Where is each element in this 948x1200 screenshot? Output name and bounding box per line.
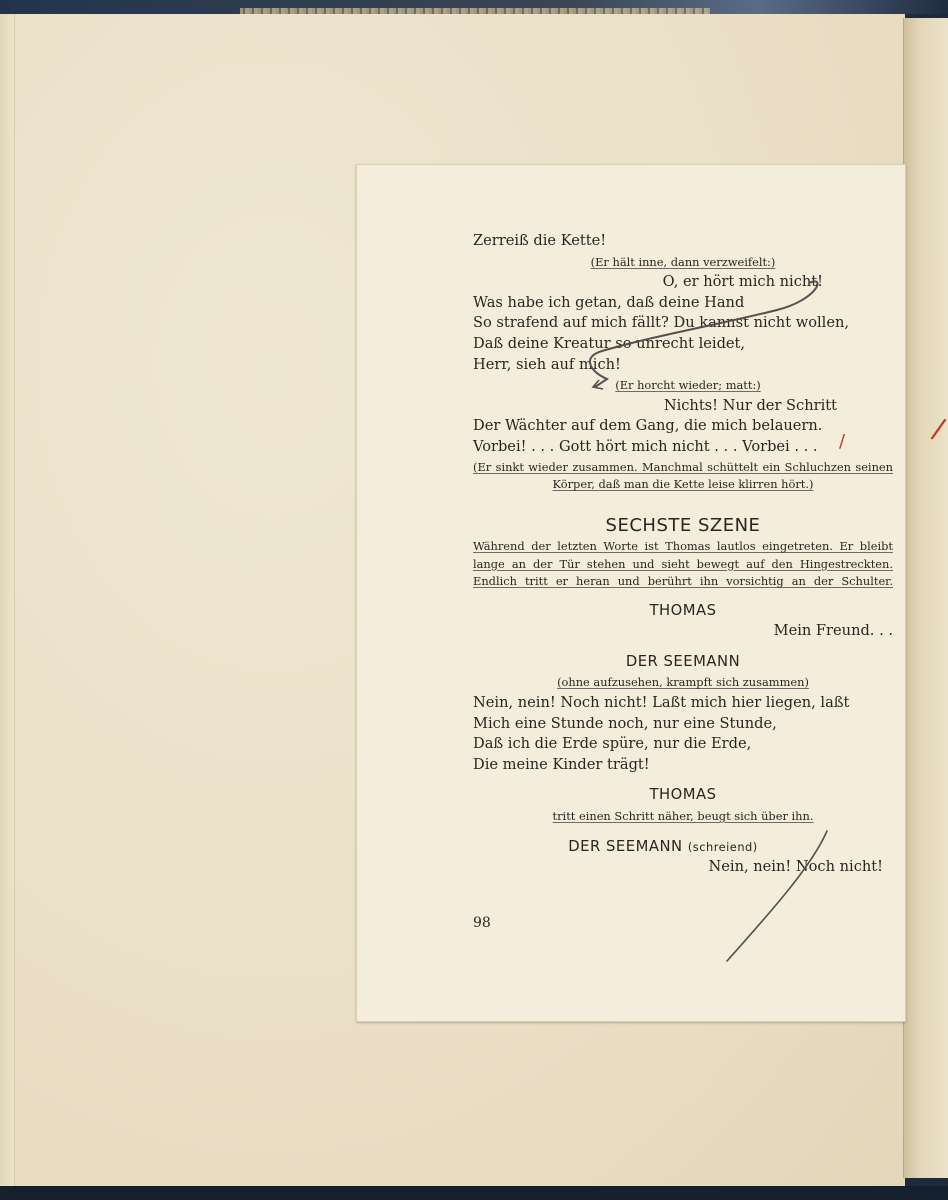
verse-line: Mein Freund. . . — [773, 622, 893, 640]
scene-title: SECHSTE SZENE — [605, 514, 761, 536]
stage-direction: (Er horcht wieder; matt:) — [615, 378, 761, 393]
verse-line: Daß ich die Erde spüre, nur die Erde, — [473, 735, 752, 753]
verse-line: Zerreiß die Kette! — [473, 232, 607, 249]
stage-direction-block — [473, 459, 893, 494]
verse-text — [473, 231, 893, 878]
top-binding-strip — [0, 0, 948, 14]
verse-line: O, er hört mich nicht! — [662, 273, 823, 291]
inline-red-mark: / — [839, 431, 846, 452]
page-number: 98 — [473, 915, 491, 931]
verse-line: Herr, sieh auf mich! — [473, 355, 621, 373]
verse-line: Was habe ich getan, daß deine Hand — [473, 293, 745, 311]
stage-direction: (Er hält inne, dann verzweifelt:) — [590, 254, 776, 269]
verse-line: Nichts! Nur der Schritt — [663, 396, 837, 414]
verse-line: Mich eine Stunde noch, nur eine Stunde, — [473, 714, 777, 732]
stage-direction-line: Während der letzten Worte ist Thomas lautlos eingetreten. Er bleibt — [473, 539, 893, 554]
stage-direction: tritt einen Schritt näher, beugt sich über ihn. — [552, 808, 814, 823]
speaker-name: THOMAS — [649, 786, 717, 804]
speaker-name: DER SEEMANN — [568, 837, 683, 855]
speaker-line — [473, 837, 893, 858]
verse-line: Der Wächter auf dem Gang, die mich belauern. — [473, 417, 823, 435]
verse-line: Nein, nein! Noch nicht! Laßt mich hier liegen, laßt — [473, 694, 850, 711]
margin-red-mark: / — [929, 411, 948, 446]
verse-line: Nein, nein! Noch nicht! — [708, 858, 883, 876]
verse-line: Daß deine Kreatur so unrecht leidet, — [473, 334, 746, 352]
stage-direction: (schreiend) — [687, 839, 758, 854]
verse-line: Die meine Kinder trägt! — [473, 755, 650, 773]
adjacent-page-edge — [903, 18, 948, 1178]
stage-direction-line: Endlich tritt er heran und berührt ihn vorsichtig an der Schulter. — [473, 574, 893, 589]
stage-direction: (ohne aufzusehen, krampft sich zusammen) — [557, 675, 809, 690]
album-page-edge — [0, 14, 15, 1186]
stage-direction-line: lange an der Tür stehen und sieht bewegt auf den Hingestreckten. — [473, 556, 893, 571]
verse-line: Vorbei! . . . Gott hört mich nicht . . . Vorbei . . . — [473, 437, 818, 455]
speaker-name: DER SEEMANN — [625, 652, 741, 670]
verse-line: So strafend auf mich fällt? Du kannst nicht wollen, — [473, 314, 849, 332]
bottom-background — [0, 1186, 948, 1200]
pasted-proof-sheet — [356, 164, 906, 1022]
stage-direction-line: (Er sinkt wieder zusammen. Manchmal schüttelt ein Schluchzen seinen — [473, 459, 893, 474]
speaker-name: THOMAS — [649, 601, 717, 619]
stage-direction-line: Körper, daß man die Kette leise klirren hört.) — [552, 477, 814, 492]
stage-direction-block — [473, 538, 893, 591]
